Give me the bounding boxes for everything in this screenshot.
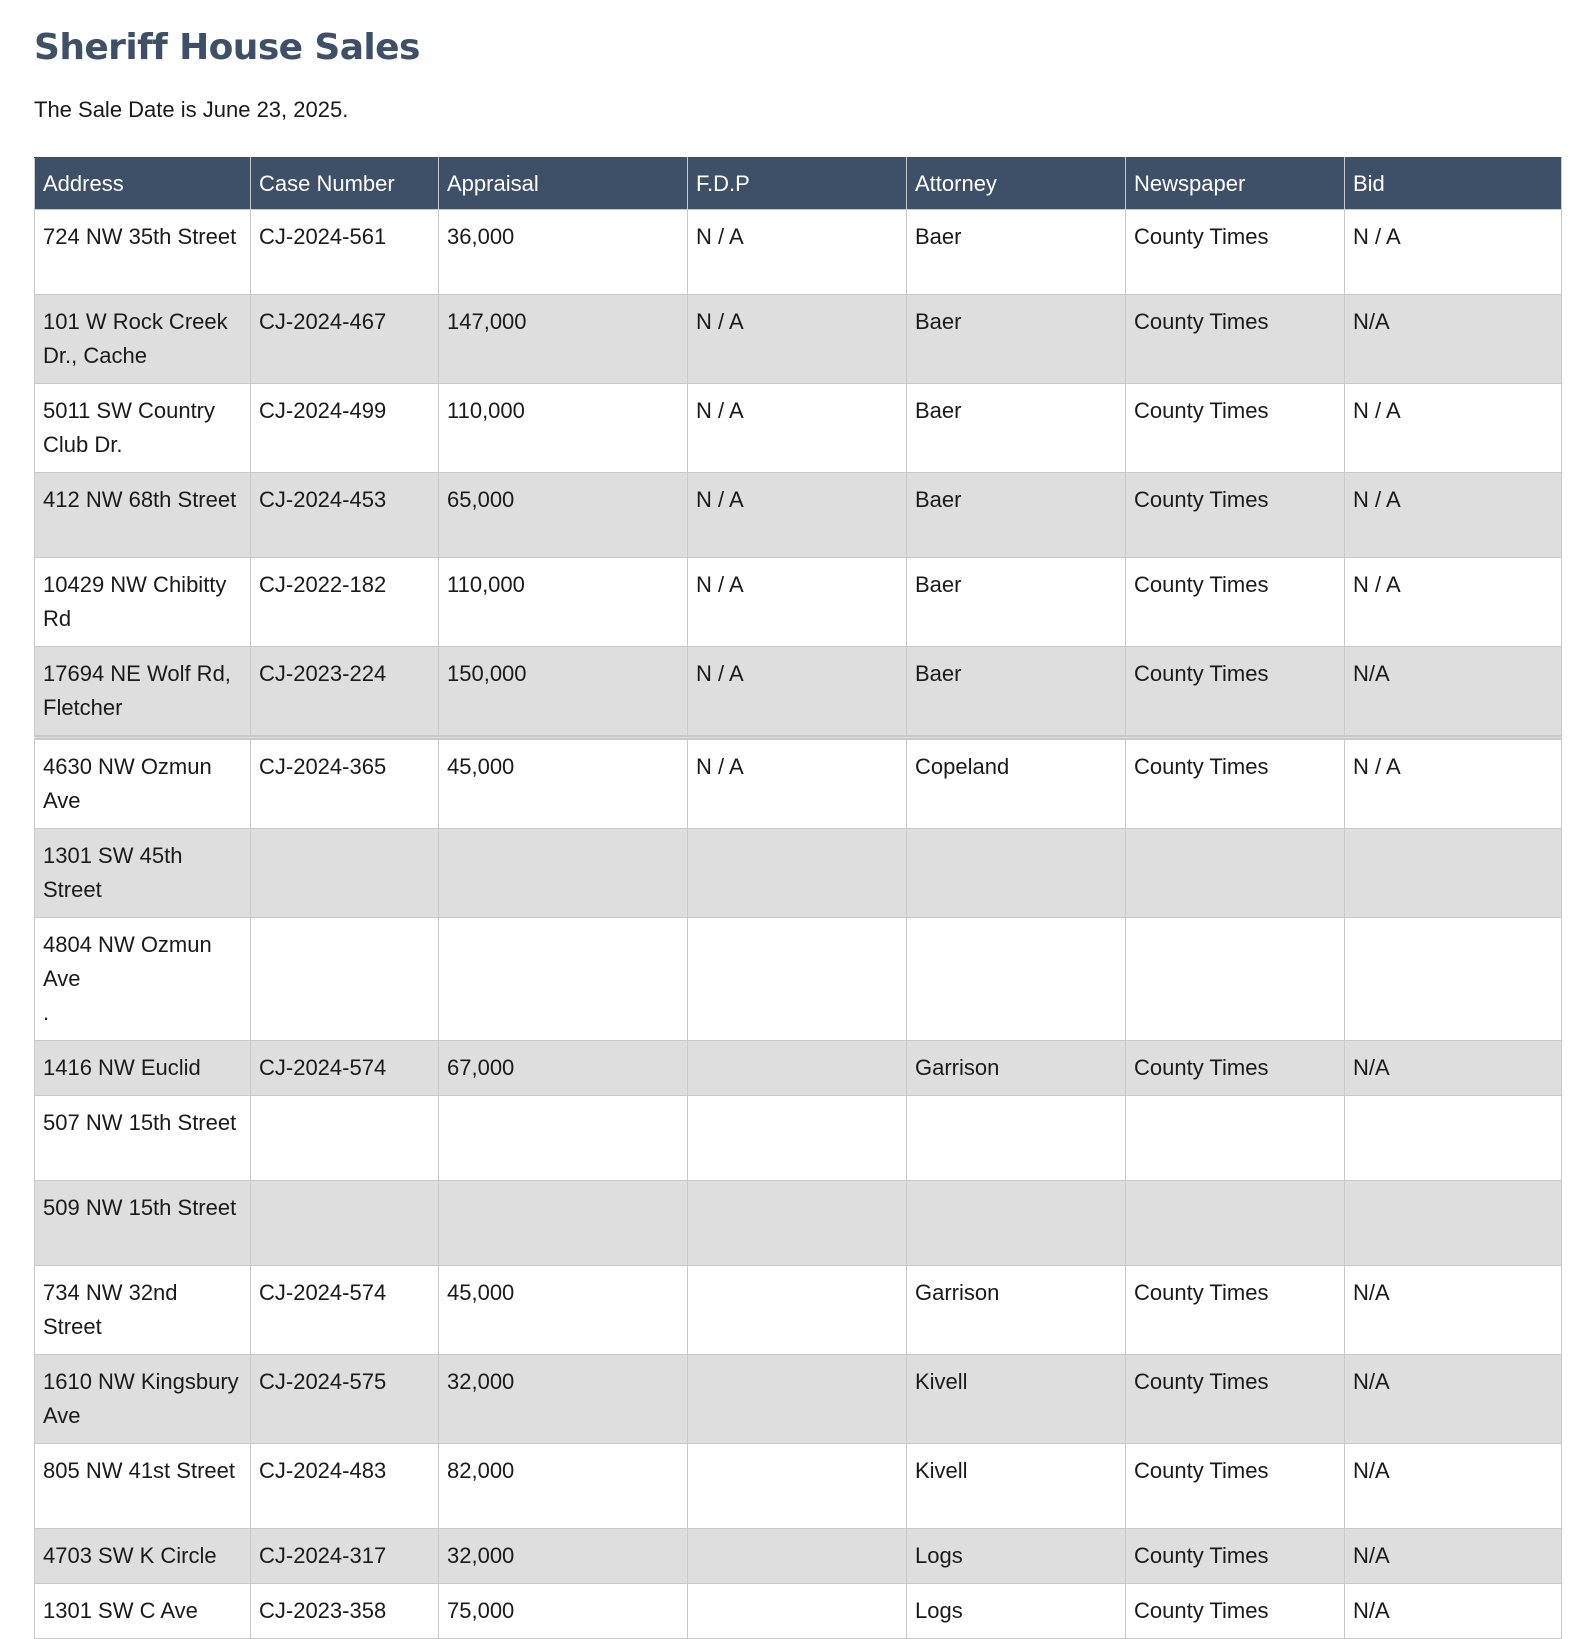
address-cell: 507 NW 15th Street [35,1096,251,1181]
newspaper-cell: County Times [1126,210,1345,295]
appraisal-cell: 36,000 [439,210,688,295]
case-number-cell: CJ-2024-453 [251,473,439,558]
fdp-cell: N / A [688,473,907,558]
sheriff-sales-table [34,157,1562,1639]
fdp-cell [688,829,907,918]
table-body [35,210,1562,1639]
newspaper-cell [1126,918,1345,1041]
address-cell: 1416 NW Euclid [35,1041,251,1096]
case-number-cell: CJ-2024-365 [251,738,439,829]
case-number-cell: CJ-2024-483 [251,1444,439,1529]
newspaper-cell: County Times [1126,1266,1345,1355]
table-row [35,1041,1562,1096]
page-title: Sheriff House Sales [34,27,420,68]
column-header-fdp: F.D.P [688,158,907,210]
appraisal-cell: 150,000 [439,647,688,738]
bid-cell: N / A [1345,473,1562,558]
appraisal-cell: 110,000 [439,384,688,473]
address-cell: 17694 NE Wolf Rd, Fletcher [35,647,251,738]
case-number-cell: CJ-2024-561 [251,210,439,295]
column-header-case-number: Case Number [251,158,439,210]
address-cell: 509 NW 15th Street [35,1181,251,1266]
bid-cell: N / A [1345,738,1562,829]
table-row [35,295,1562,384]
appraisal-cell [439,918,688,1041]
attorney-cell: Baer [907,558,1126,647]
table-row [35,1584,1562,1639]
table-row [35,1529,1562,1584]
fdp-cell [688,1096,907,1181]
fdp-cell [688,1181,907,1266]
bid-cell: N/A [1345,1266,1562,1355]
table-row [35,738,1562,829]
address-cell: 5011 SW Country Club Dr. [35,384,251,473]
newspaper-cell: County Times [1126,473,1345,558]
address-cell: 805 NW 41st Street [35,1444,251,1529]
appraisal-cell: 32,000 [439,1355,688,1444]
case-number-cell: CJ-2023-224 [251,647,439,738]
bid-cell: N/A [1345,1041,1562,1096]
newspaper-cell: County Times [1126,558,1345,647]
attorney-cell [907,1096,1126,1181]
attorney-cell [907,918,1126,1041]
bid-cell: N/A [1345,295,1562,384]
table-row [35,829,1562,918]
fdp-cell: N / A [688,295,907,384]
newspaper-cell [1126,1096,1345,1181]
column-header-address: Address [35,158,251,210]
bid-cell: N/A [1345,1355,1562,1444]
newspaper-cell: County Times [1126,1529,1345,1584]
newspaper-cell: County Times [1126,1444,1345,1529]
newspaper-cell: County Times [1126,647,1345,738]
address-cell: 724 NW 35th Street [35,210,251,295]
attorney-cell: Garrison [907,1266,1126,1355]
bid-cell: N / A [1345,558,1562,647]
fdp-cell [688,1041,907,1096]
newspaper-cell: County Times [1126,295,1345,384]
column-header-appraisal: Appraisal [439,158,688,210]
fdp-cell [688,1355,907,1444]
fdp-cell [688,1529,907,1584]
column-header-bid: Bid [1345,158,1562,210]
bid-cell: N/A [1345,1444,1562,1529]
bid-cell: N/A [1345,1584,1562,1639]
fdp-cell: N / A [688,738,907,829]
sale-date-text: The Sale Date is June 23, 2025. [34,97,349,122]
appraisal-cell: 110,000 [439,558,688,647]
case-number-cell: CJ-2022-182 [251,558,439,647]
appraisal-cell [439,1181,688,1266]
appraisal-cell: 32,000 [439,1529,688,1584]
attorney-cell: Logs [907,1584,1126,1639]
case-number-cell [251,1096,439,1181]
attorney-cell: Baer [907,473,1126,558]
table-row [35,918,1562,1041]
appraisal-cell: 45,000 [439,738,688,829]
table-header-row [35,158,1562,210]
table-row [35,558,1562,647]
case-number-cell: CJ-2023-358 [251,1584,439,1639]
case-number-cell: CJ-2024-574 [251,1041,439,1096]
case-number-cell [251,918,439,1041]
address-cell: 4630 NW Ozmun Ave [35,738,251,829]
appraisal-cell [439,1096,688,1181]
table-row [35,473,1562,558]
address-cell: 101 W Rock Creek Dr., Cache [35,295,251,384]
table-row [35,210,1562,295]
address-cell: 1301 SW 45th Street [35,829,251,918]
attorney-cell: Copeland [907,738,1126,829]
case-number-cell: CJ-2024-574 [251,1266,439,1355]
address-cell: 4804 NW Ozmun Ave . [35,918,251,1041]
fdp-cell [688,1584,907,1639]
appraisal-cell: 147,000 [439,295,688,384]
address-cell: 10429 NW Chibitty Rd [35,558,251,647]
table-row [35,1355,1562,1444]
newspaper-cell: County Times [1126,1584,1345,1639]
appraisal-cell [439,829,688,918]
newspaper-cell: County Times [1126,1355,1345,1444]
fdp-cell [688,1266,907,1355]
case-number-cell: CJ-2024-575 [251,1355,439,1444]
attorney-cell [907,1181,1126,1266]
attorney-cell: Logs [907,1529,1126,1584]
bid-cell [1345,829,1562,918]
table-row [35,384,1562,473]
attorney-cell: Kivell [907,1444,1126,1529]
fdp-cell [688,918,907,1041]
appraisal-cell: 45,000 [439,1266,688,1355]
address-cell: 1301 SW C Ave [35,1584,251,1639]
case-number-cell [251,829,439,918]
newspaper-cell: County Times [1126,1041,1345,1096]
attorney-cell [907,829,1126,918]
appraisal-cell: 65,000 [439,473,688,558]
table-row [35,1181,1562,1266]
fdp-cell: N / A [688,558,907,647]
attorney-cell: Baer [907,647,1126,738]
table-row [35,1266,1562,1355]
address-cell: 1610 NW Kingsbury Ave [35,1355,251,1444]
table-row [35,1444,1562,1529]
attorney-cell: Garrison [907,1041,1126,1096]
bid-cell [1345,918,1562,1041]
newspaper-cell: County Times [1126,738,1345,829]
appraisal-cell: 82,000 [439,1444,688,1529]
address-cell: 734 NW 32nd Street [35,1266,251,1355]
attorney-cell: Baer [907,384,1126,473]
fdp-cell: N / A [688,384,907,473]
case-number-cell: CJ-2024-317 [251,1529,439,1584]
newspaper-cell [1126,829,1345,918]
address-cell: 4703 SW K Circle [35,1529,251,1584]
case-number-cell [251,1181,439,1266]
bid-cell: N/A [1345,647,1562,738]
address-cell: 412 NW 68th Street [35,473,251,558]
column-header-attorney: Attorney [907,158,1126,210]
attorney-cell: Baer [907,210,1126,295]
newspaper-cell: County Times [1126,384,1345,473]
bid-cell [1345,1096,1562,1181]
newspaper-cell [1126,1181,1345,1266]
bid-cell: N / A [1345,210,1562,295]
bid-cell: N/A [1345,1529,1562,1584]
bid-cell [1345,1181,1562,1266]
fdp-cell: N / A [688,210,907,295]
fdp-cell [688,1444,907,1529]
appraisal-cell: 75,000 [439,1584,688,1639]
attorney-cell: Kivell [907,1355,1126,1444]
fdp-cell: N / A [688,647,907,738]
case-number-cell: CJ-2024-467 [251,295,439,384]
bid-cell: N / A [1345,384,1562,473]
column-header-newspaper: Newspaper [1126,158,1345,210]
table-row [35,647,1562,738]
appraisal-cell: 67,000 [439,1041,688,1096]
case-number-cell: CJ-2024-499 [251,384,439,473]
attorney-cell: Baer [907,295,1126,384]
table-row [35,1096,1562,1181]
